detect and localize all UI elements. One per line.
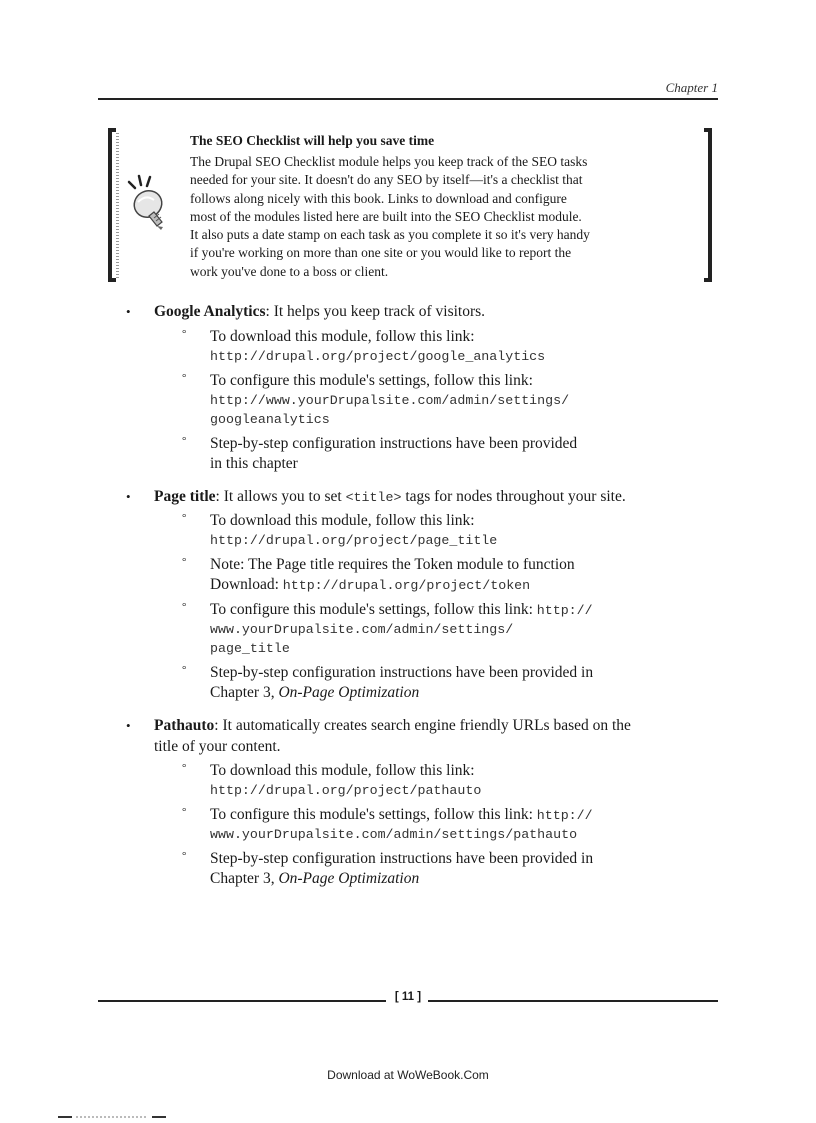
sub-bullet: °: [182, 762, 187, 774]
sub-item: [154, 327, 716, 366]
sub-item: [154, 555, 716, 595]
sub-text: To download this module, follow this link:: [210, 512, 475, 529]
link-url[interactable]: http://drupal.org/project/pathauto: [210, 783, 482, 798]
item-desc: : It automatically creates search engine friendly URLs based on the: [214, 717, 631, 734]
sub-text: To configure this module's settings, follow this link:: [210, 601, 537, 618]
chapter-ref: Chapter 3,: [210, 684, 279, 701]
sub-item: [154, 805, 716, 844]
sub-text: Note: The Page title requires the Token module to function: [210, 556, 575, 573]
chapter-ref: Chapter 3,: [210, 870, 279, 887]
sub-item: [154, 371, 716, 429]
tip-line: most of the modules listed here are built into the SEO Checklist module.: [190, 208, 582, 224]
tip-line: if you're working on more than one site or you would like to report the: [190, 245, 572, 261]
bullet: •: [126, 488, 131, 504]
tip-line: The Drupal SEO Checklist module helps you keep track of the SEO tasks: [190, 154, 588, 169]
scan-mark-right: [152, 1116, 166, 1118]
sub-bullet: °: [182, 664, 187, 676]
sub-text: Step-by-step configuration instructions have been provided: [210, 434, 578, 452]
tip-line: work you've done to a boss or client.: [190, 263, 389, 279]
sublist: [154, 761, 716, 889]
module-list: [126, 302, 716, 902]
chapter-label: Chapter 1: [665, 80, 718, 95]
item-term: Google Analytics: [154, 303, 266, 320]
link-url[interactable]: http://drupal.org/project/token: [282, 578, 531, 593]
sub-text: To download this module, follow this link:: [210, 327, 475, 345]
sub-bullet: °: [182, 327, 187, 340]
item-desc-continued: title of your content.: [154, 737, 281, 755]
sublist: [154, 327, 716, 474]
download-prefix: Download:: [210, 576, 283, 593]
sub-bullet: °: [182, 850, 187, 862]
bracket-right: [704, 128, 712, 282]
sub-bullet: °: [182, 371, 187, 384]
bullet: •: [126, 304, 131, 319]
tip-content: [190, 132, 690, 281]
item-desc: tags for nodes throughout your site.: [401, 487, 626, 505]
item-term: Page title: [154, 487, 216, 505]
link-url[interactable]: http://drupal.org/project/page_title: [210, 533, 498, 548]
sub-text: Step-by-step configuration instructions have been provided in: [210, 664, 594, 681]
tip-box: [108, 128, 712, 282]
sub-text: To configure this module's settings, follow this link:: [210, 806, 537, 823]
inline-code: <title>: [345, 489, 402, 505]
sub-bullet: °: [182, 434, 187, 447]
link-url[interactable]: http://www.yourDrupalsite.com/admin/settings/: [210, 392, 570, 408]
link-url-continued[interactable]: www.yourDrupalsite.com/admin/settings/pathauto: [210, 827, 578, 842]
page-footer: [98, 991, 718, 1011]
item-term: Pathauto: [154, 717, 215, 734]
bracket-left: [108, 128, 116, 282]
item-desc: : It allows you to set: [215, 487, 346, 505]
sub-bullet: °: [182, 806, 187, 818]
link-url-continued[interactable]: page_title: [210, 641, 290, 656]
sub-text: To configure this module's settings, follow this link:: [210, 371, 533, 389]
tip-title: The SEO Checklist will help you save time: [190, 133, 435, 148]
page-number: [ 11 ]: [394, 991, 422, 1003]
sub-item: [154, 600, 716, 658]
tip-line: needed for your site. It doesn't do any SEO by itself—it's a checklist that: [190, 172, 583, 188]
sub-text: Step-by-step configuration instructions have been provided in: [210, 850, 594, 867]
sub-item: [154, 511, 716, 550]
scan-mark: [58, 1116, 166, 1119]
sub-bullet: °: [182, 512, 187, 524]
tip-body: [190, 153, 690, 281]
list-item-page-title: [126, 487, 716, 704]
sub-text: in this chapter: [210, 454, 298, 472]
footer-rule-right: [428, 1000, 718, 1002]
chapter-header: [98, 80, 718, 100]
sub-bullet: °: [182, 601, 187, 613]
bullet: •: [126, 718, 131, 733]
sub-item: [154, 434, 716, 474]
item-desc: : It helps you keep track of visitors.: [265, 303, 486, 320]
sub-item: [154, 663, 716, 703]
chapter-title: On-Page Optimization: [278, 870, 420, 887]
lightbulb-icon: [126, 174, 168, 238]
list-item-google-analytics: [126, 302, 716, 474]
link-url[interactable]: http://: [536, 603, 593, 618]
link-url-continued[interactable]: googleanalytics: [210, 411, 330, 427]
sublist: [154, 511, 716, 703]
sub-item: [154, 849, 716, 889]
list-item-pathauto: [126, 716, 716, 889]
bracket-hatch: [116, 132, 119, 278]
tip-line: follows along nicely with this book. Links to download and configure: [190, 190, 567, 206]
download-note: Download at WoWeBook.Com: [327, 1068, 489, 1082]
link-url-continued[interactable]: www.yourDrupalsite.com/admin/settings/: [210, 622, 514, 637]
scan-mark-dotted: [76, 1116, 146, 1118]
link-url[interactable]: http://: [536, 808, 593, 823]
chapter-title: On-Page Optimization: [278, 684, 420, 701]
sub-bullet: °: [182, 556, 187, 568]
sub-text: To download this module, follow this link:: [210, 762, 475, 779]
tip-line: It also puts a date stamp on each task as you complete it so it's very handy: [190, 227, 590, 243]
sub-item: [154, 761, 716, 800]
scan-mark-left: [58, 1116, 72, 1118]
link-url[interactable]: http://drupal.org/project/google_analytics: [210, 348, 546, 364]
